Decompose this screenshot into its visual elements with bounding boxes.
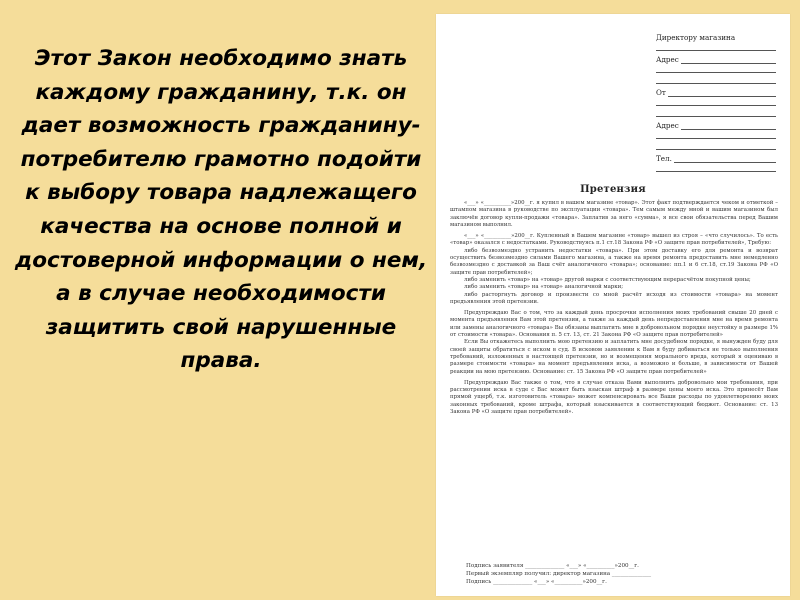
blank-row <box>656 142 776 153</box>
document-title: Претензия <box>580 184 646 195</box>
signature-line-director: Подпись ______________ «___» «__________»200__г. <box>466 579 607 585</box>
from-line <box>656 105 776 106</box>
signature-line-applicant: Подпись заявителя ______________ «___» «__________»200__г. <box>466 563 639 569</box>
from-line <box>656 96 776 97</box>
from-row <box>656 87 776 109</box>
blank-row <box>656 109 776 120</box>
document-paragraph: Предупреждаю Вас также о том, что в случае отказа Вами выполнить добровольно мои требования, при рассмотрении иска в суде с Вас может быть взыскан штраф в размере цены моего иска. Это принесёт Вам прямой ущерб, т.к. изготовитель «товара» может компенсировать все Ваши расходы по удовлетворению моих законных требований, кроме штрафа, который взыскивается в соответствующий бюджет. Основание: ст. 13 Закона РФ «О защите прав потребителей». <box>450 379 778 416</box>
document-paragraph: либо безвозмездно устранить недостатки «товара». При этом доставку его для ремонта и возврат осуществить безвозмездно силами Вашего магазина, а также на время ремонта предоставить мне немедленно безвозмездно с доставкой за Ваш счёт аналогичного «товара»; основание: пп.1 и 6 ст.18, ст.19 Закона РФ «О защите прав потребителей»; <box>450 247 778 276</box>
claim-document-image <box>436 14 790 596</box>
document-paragraph: «___» «__________»200__г. Купленный в Вашем магазине «товар» вышел из строя – «что случилось». То есть «товар» оказался с недостатками. Руководствуясь п.1 ст.18 Закона РФ «О защите прав потребителей», Требую: <box>450 233 778 247</box>
address-line <box>656 138 776 139</box>
document-paragraph: либо расторгнуть договор и произвести со мной расчёт исходя из стоимости «товара» на момент предъявления этой претензии. <box>450 291 778 305</box>
addressee-line <box>656 50 776 51</box>
addressee-block <box>656 32 776 175</box>
blank-row <box>656 76 776 87</box>
document-paragraph: «___» «__________»200__г. я купил в вашем магазине «товар». Этот факт подтверждается чеком и отметкой – штампом магазина в руководстве по эксплуатации «товара». Тем самым между мной и вашим магазином был заключён договор купли-продажи «товара». Заплатив за него «сумма», я все свои обязательства перед Вашим магазином выполнил. <box>450 200 778 228</box>
address-row-1 <box>656 54 776 76</box>
addressee-row <box>656 32 776 54</box>
address-label-1: Адрес <box>656 55 679 64</box>
addressee-label: Директору магазина <box>656 33 736 42</box>
document-paragraph: либо заменить «товар» на «товар» аналогичной марки; <box>464 284 624 291</box>
phone-line <box>656 171 776 172</box>
document-paragraph: Если Вы откажетесь выполнить мою претензию и заплатить мне досудебном порядке, я вынужден буду для своей защиты обратиться с иском в суд. В исковом заявлении к Вам я буду добиваться не только выполнения требований, изложенных в настоящей претензии, но и возмещения морального вреда, который я оцениваю в размере стоимости «товара» на момент предъявления иска, а возможно и больше, в зависимости от Вашей реакции на мою претензию. Основание: ст. 15 Закона РФ «О защите прав потребителей» <box>450 339 778 375</box>
phone-label: Тел. <box>656 154 672 163</box>
phone-row <box>656 153 776 175</box>
document-paragraph: либо заменить «товар» на «товар» другой марки с соответствующим перерасчётом покупной цены; <box>464 276 751 283</box>
address-row-2 <box>656 120 776 142</box>
document-body <box>450 200 778 416</box>
signature-line-received: Первый экземпляр получил: директор магазина ______________ <box>466 571 652 577</box>
document-paragraph: Предупреждаю Вас о том, что за каждый день просрочки исполнения моих требований свыше 20 дней с момента предъявления Вам этой претензии, а также за каждый день непредоставления мне на время ремонта или замены аналогичного «товара» Вы обязаны выплатить мне в добровольном порядке неустойку в размере 1% от стоимости «товара». Основания п. 5 ст. 13, ст. 21 Закона РФ «О защите прав потребителей» <box>450 310 778 339</box>
address-line <box>656 72 776 73</box>
signature-block <box>466 562 776 586</box>
address-label-2: Адрес <box>656 121 679 130</box>
slide-main-text: Этот Закон необходимо знать каждому гражданину, т.к. он дает возможность гражданину-потребителю грамотно подойти к выбору товара надлежащего качества на основе полной и достоверной информации о нем, а в случае необходимости защитить свой нарушенные права. <box>14 46 428 374</box>
from-label: От <box>656 88 666 97</box>
phone-line <box>656 162 776 163</box>
